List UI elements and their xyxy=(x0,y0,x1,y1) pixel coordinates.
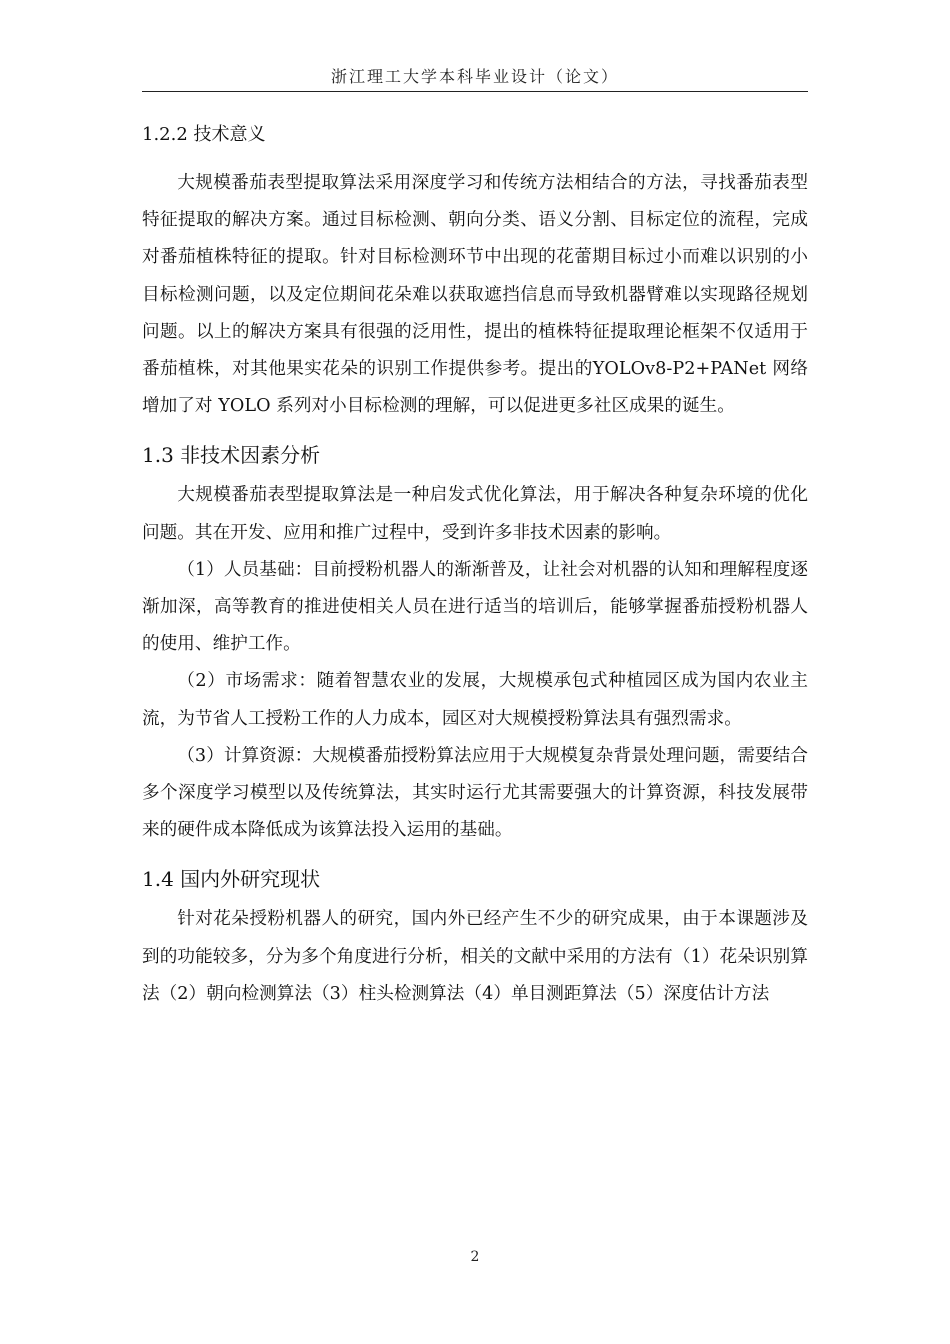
page-content xyxy=(142,118,808,1013)
heading-1-2-2: 1.2.2 技术意义 xyxy=(142,124,266,145)
paragraph-market-demand: （2）市场需求：随着智慧农业的发展，大规模承包式种植园区成为国内农业主流，为节省人工授粉工作的人力成本，园区对大规模授粉算法具有强烈需求。 xyxy=(142,671,808,729)
page-number: 2 xyxy=(470,1249,480,1265)
paragraph-non-technical-intro: 大规模番茄表型提取算法是一种启发式优化算法，用于解决各种复杂环境的优化问题。其在开发、应用和推广过程中，受到许多非技术因素的影响。 xyxy=(142,485,808,543)
header-rule xyxy=(142,91,808,92)
running-header: 浙江理工大学本科毕业设计（论文） xyxy=(330,67,619,86)
heading-1-3: 1.3 非技术因素分析 xyxy=(142,443,321,468)
heading-1-4: 1.4 国内外研究现状 xyxy=(142,867,321,892)
paragraph-computing-resources: （3）计算资源：大规模番茄授粉算法应用于大规模复杂背景处理问题，需要结合多个深度学习模型以及传统算法，其实时运行尤其需要强大的计算资源，科技发展带来的硬件成本降低成为该算法投入运用的基础。 xyxy=(142,745,808,841)
paragraph-technical-significance: 大规模番茄表型提取算法采用深度学习和传统方法相结合的方法，寻找番茄表型特征提取的解决方案。通过目标检测、朝向分类、语义分割、目标定位的流程，完成对番茄植株特征的提取。针对目标检测环节中出现的花蕾期目标过小而难以识别的小目标检测问题，以及定位期间花朵难以获取遮挡信息而导致机器臂难以实现路径规划问题。以上的解决方案具有很强的泛用性，提出的植株特征提取理论框架不仅适用于番茄植株，对其他果实花朵的识别工作提供参考。提出的YOLOv8-P2+PANet 网络增加了对 YOLO 系列对小目标检测的理解，可以促进更多社区成果的诞生。 xyxy=(142,173,808,417)
paragraph-research-status: 针对花朵授粉机器人的研究，国内外已经产生不少的研究成果，由于本课题涉及到的功能较多，分为多个角度进行分析，相关的文献中采用的方法有（1）花朵识别算法（2）朝向检测算法（3）柱头检测算法（4）单目测距算法（5）深度估计方法 xyxy=(142,909,808,1004)
paragraph-personnel-basis: （1）人员基础：目前授粉机器人的渐渐普及，让社会对机器的认知和理解程度逐渐加深，高等教育的推进使相关人员在进行适当的培训后，能够掌握番茄授粉机器人的使用、维护工作。 xyxy=(142,559,808,655)
